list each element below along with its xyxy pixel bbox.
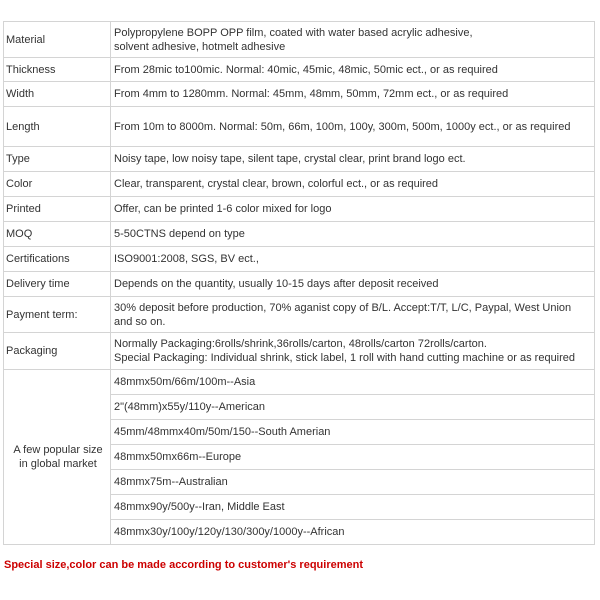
spec-label-delivery-time: Delivery time [4, 272, 111, 297]
spec-value-material-line-2: solvent adhesive, hotmelt adhesive [114, 40, 286, 53]
popular-size-item: 48mmx50mx66m--Europe [111, 445, 595, 470]
spec-value-payment-term [111, 297, 595, 333]
popular-size-item: 48mmx90y/500y--Iran, Middle East [111, 495, 595, 520]
spec-value-printed: Offer, can be printed 1-6 color mixed for logo [111, 197, 595, 222]
spec-label-color: Color [4, 172, 111, 197]
spec-row-thickness [4, 58, 595, 82]
spec-label-material: Material [4, 22, 111, 58]
spec-row-length [4, 107, 595, 147]
spec-row-packaging [4, 333, 595, 370]
popular-size-item: 2"(48mm)x55y/110y--American [111, 395, 595, 420]
spec-label-packaging: Packaging [4, 333, 111, 370]
popular-size-item: 48mmx30y/100y/120y/130/300y/1000y--African [111, 520, 595, 545]
spec-row-moq [4, 222, 595, 247]
spec-table [3, 21, 595, 545]
spec-value-delivery-time: Depends on the quantity, usually 10-15 days after deposit received [111, 272, 595, 297]
spec-row-color [4, 172, 595, 197]
spec-value-width: From 4mm to 1280mm. Normal: 45mm, 48mm, 50mm, 72mm ect., or as required [111, 82, 595, 107]
spec-row-type [4, 147, 595, 172]
spec-label-width: Width [4, 82, 111, 107]
spec-row-printed [4, 197, 595, 222]
popular-size-label-line-1: A few popular size [13, 444, 103, 456]
spec-row-payment-term [4, 297, 595, 333]
popular-size-row [4, 370, 595, 395]
spec-label-certifications: Certifications [4, 247, 111, 272]
spec-value-packaging [111, 333, 595, 370]
spec-value-payment-line-2: and so on. [114, 315, 166, 328]
spec-value-type: Noisy tape, low noisy tape, silent tape, crystal clear, print brand logo ect. [111, 147, 595, 172]
spec-value-length: From 10m to 8000m. Normal: 50m, 66m, 100m, 100y, 300m, 500m, 1000y ect., or as required [111, 107, 595, 147]
spec-value-packaging-line-2: Special Packaging: Individual shrink, stick label, 1 roll with hand cutting machine or as required [114, 352, 576, 364]
spec-label-payment-term: Payment term: [4, 297, 111, 333]
popular-size-item: 48mmx50m/66m/100m--Asia [111, 370, 595, 395]
spec-row-width [4, 82, 595, 107]
spec-row-delivery-time [4, 272, 595, 297]
spec-value-packaging-line-1: Normally Packaging:6rolls/shrink,36rolls/carton, 48rolls/carton 72rolls/carton. [114, 338, 487, 350]
spec-value-color: Clear, transparent, crystal clear, brown, colorful ect., or as required [111, 172, 595, 197]
popular-size-item: 45mm/48mmx40m/50m/150--South Amerian [111, 420, 595, 445]
spec-label-moq: MOQ [4, 222, 111, 247]
popular-size-item: 48mmx75m--Australian [111, 470, 595, 495]
spec-value-certifications: ISO9001:2008, SGS, BV ect., [111, 247, 595, 272]
spec-label-thickness: Thickness [4, 58, 111, 82]
spec-row-material [4, 22, 595, 58]
popular-size-label-line-2: in global market [19, 458, 97, 470]
spec-label-printed: Printed [4, 197, 111, 222]
spec-label-type: Type [4, 147, 111, 172]
spec-value-thickness: From 28mic to100mic. Normal: 40mic, 45mic, 48mic, 50mic ect., or as required [111, 58, 595, 82]
spec-value-moq: 5-50CTNS depend on type [111, 222, 595, 247]
spec-row-certifications [4, 247, 595, 272]
spec-value-material-line-1: Polypropylene BOPP OPP film, coated with water based acrylic adhesive, [114, 26, 473, 39]
popular-size-label [4, 370, 111, 545]
custom-requirement-note: Special size,color can be made according to customer's requirement [4, 559, 364, 571]
spec-value-material [111, 22, 595, 58]
spec-label-length: Length [4, 107, 111, 147]
spec-value-payment-line-1: 30% deposit before production, 70% aganist copy of B/L. Accept:T/T, L/C, Paypal, West Union [114, 301, 572, 314]
